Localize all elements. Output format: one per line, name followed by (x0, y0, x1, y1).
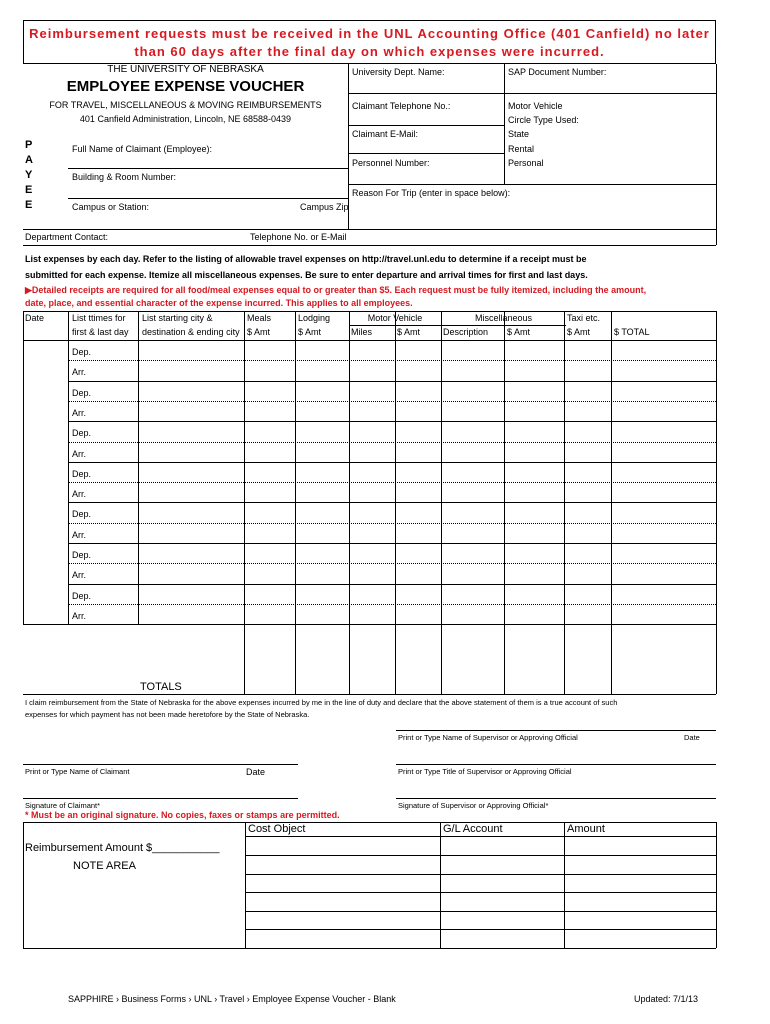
row-time-label: Dep. (72, 387, 92, 398)
col-city-header: List starting city & (142, 313, 213, 323)
city-input[interactable] (141, 424, 245, 440)
col-motor-header: Motor Vehicle (367, 313, 423, 323)
column-rule (244, 311, 245, 624)
notice-line-2: than 60 days after the final day on which expenses were incurred. (134, 44, 605, 59)
row-divider (68, 543, 716, 544)
vehicle-type-state[interactable]: State (508, 129, 530, 139)
sap-doc-label: SAP Document Number: (508, 67, 607, 77)
col-city-header-2: destination & ending city (142, 327, 240, 337)
supervisor-name-label: Print or Type Name of Supervisor or Approving Official (398, 733, 578, 742)
column-rule (611, 311, 612, 624)
divider (23, 822, 24, 948)
dept-contact-label: Department Contact: (25, 232, 109, 242)
city-input[interactable] (141, 607, 245, 623)
divider (716, 64, 717, 245)
city-input[interactable] (141, 384, 245, 400)
sap-doc-input[interactable] (508, 78, 716, 92)
amount-header: Amount (567, 823, 605, 835)
vehicle-type-rental[interactable]: Rental (508, 144, 535, 154)
certification-line-2: expenses for which payment has not been made heretofore by the State of Nebraska. (25, 710, 310, 719)
col-date-header: Date (25, 313, 45, 323)
row-time-label: Arr. (72, 529, 87, 540)
totals-label: TOTALS (140, 681, 182, 693)
table-bottom-rule (23, 624, 716, 625)
row-time-label: Dep. (72, 347, 92, 357)
divider (348, 184, 716, 185)
row-time-label: Arr. (72, 407, 87, 418)
column-rule (564, 311, 565, 624)
building-room-label: Building & Room Number: (72, 172, 177, 182)
claimant-signature-label: Signature of Claimant* (25, 801, 101, 810)
column-rule (295, 311, 296, 624)
divider (23, 245, 716, 246)
vehicle-type-personal[interactable]: Personal (508, 158, 544, 168)
divider (716, 822, 717, 948)
motor-vehicle-label: Motor Vehicle (508, 101, 563, 111)
col-meals-amt: $ Amt (247, 327, 271, 337)
footer-breadcrumb: SAPPHIRE › Business Forms › UNL › Travel › Employee Expense Voucher - Blank (68, 994, 396, 1004)
col-description-header: Description (443, 327, 489, 337)
instruction-line-2: submitted for each expense. Itemize all miscellaneous expenses. Be sure to enter departure and arrival times for first and last days. (25, 270, 588, 280)
column-rule (349, 311, 350, 624)
row-divider (68, 360, 716, 361)
row-time-label: Arr. (72, 448, 87, 459)
city-input[interactable] (141, 505, 245, 521)
divider (23, 694, 716, 695)
city-input[interactable] (141, 445, 245, 461)
row-divider (68, 381, 716, 382)
row-time-label: Arr. (72, 570, 87, 581)
campus-zip-label: Campus Zip (300, 202, 349, 212)
claimant-email-label: Claimant E-Mail: (352, 129, 419, 139)
dept-name-label: University Dept. Name: (352, 67, 445, 77)
arrow-icon: ▶ (25, 285, 32, 295)
divider (245, 874, 716, 875)
original-signature-note: * Must be an original signature. No copies, faxes or stamps are permitted. (25, 810, 340, 820)
reimbursement-amount: Reimbursement Amount $___________ (25, 842, 220, 854)
totals-column-rule (716, 624, 717, 694)
footer-updated: Updated: 7/1/13 (634, 994, 699, 1004)
row-divider (68, 502, 716, 503)
row-divider (68, 584, 716, 585)
divider (245, 911, 716, 912)
row-divider (68, 482, 716, 483)
supervisor-date-label: Date (684, 733, 700, 742)
row-time-label: Dep. (72, 550, 92, 560)
divider (23, 948, 716, 949)
city-input[interactable] (141, 587, 245, 603)
col-miles-header: Miles (351, 327, 373, 337)
divider (504, 64, 505, 184)
column-rule (504, 311, 505, 624)
row-time-label: Dep. (72, 468, 92, 479)
city-input[interactable] (141, 404, 245, 420)
signature-line (396, 730, 716, 731)
divider (348, 153, 504, 154)
col-misc-amt: $ Amt (507, 327, 531, 337)
note-area-label: NOTE AREA (73, 860, 136, 872)
building-room-input[interactable] (72, 184, 346, 197)
col-lodging-amt: $ Amt (298, 327, 322, 337)
totals-column-rule (244, 624, 245, 694)
row-time-label: Dep. (72, 428, 92, 439)
cost-object-header: Cost Object (248, 823, 306, 835)
claimant-phone-label: Claimant Telephone No.: (352, 101, 451, 111)
city-input[interactable] (141, 566, 245, 582)
claimant-date-label: Date (246, 767, 266, 777)
phone-email-label: Telephone No. or E-Mail (250, 232, 347, 242)
row-divider (68, 462, 716, 463)
full-name-input[interactable] (72, 156, 346, 169)
column-rule (68, 311, 69, 624)
divider (245, 929, 716, 930)
form-title: EMPLOYEE EXPENSE VOUCHER (66, 78, 305, 95)
supervisor-title-label: Print or Type Title of Supervisor or Approving Official (398, 767, 572, 776)
row-divider (68, 604, 716, 605)
totals-column-rule (395, 624, 396, 694)
city-input[interactable] (141, 363, 245, 379)
col-meals-header: Meals (247, 313, 272, 323)
divider (245, 855, 716, 856)
receipt-warning-line-1: ▶Detailed receipts are required for all food/meal expenses equal to or greater than $5. Each request must be fully itemized, including the amount, (25, 285, 647, 295)
totals-column-rule (441, 624, 442, 694)
divider (23, 822, 716, 823)
divider (23, 340, 716, 341)
totals-column-rule (504, 624, 505, 694)
row-time-label: Dep. (72, 509, 92, 520)
row-time-label: Dep. (72, 590, 92, 601)
column-rule (716, 311, 717, 624)
signature-line (23, 764, 298, 765)
row-divider (68, 442, 716, 443)
personnel-number-label: Personnel Number: (352, 158, 430, 168)
city-input[interactable] (141, 465, 245, 481)
totals-column-rule (564, 624, 565, 694)
instruction-line-1: List expenses by each day. Refer to the listing of allowable travel expenses on http://travel.unl.edu to determine if a receipt must be (25, 254, 587, 264)
notice-line-1: Reimbursement requests must be received in the UNL Accounting Office (401 Canfield) no later (29, 26, 710, 41)
signature-line (396, 798, 716, 799)
city-input[interactable] (141, 485, 245, 501)
totals-column-rule (349, 624, 350, 694)
circle-type-label: Circle Type Used: (508, 115, 579, 125)
row-divider (68, 523, 716, 524)
divider (23, 311, 716, 312)
supervisor-signature-label: Signature of Supervisor or Approving Official* (398, 801, 549, 810)
city-input[interactable] (141, 546, 245, 562)
divider (348, 93, 716, 94)
col-lodging-header: Lodging (298, 313, 331, 323)
column-rule (138, 311, 139, 624)
column-rule (441, 311, 442, 624)
signature-line (396, 764, 716, 765)
divider (68, 198, 348, 199)
reason-for-trip-input[interactable] (352, 200, 716, 226)
totals-column-rule (611, 624, 612, 694)
office-address: 401 Canfield Administration, Lincoln, NE 68588-0439 (79, 114, 292, 124)
form-subtitle: FOR TRAVEL, MISCELLANEOUS & MOVING REIMBURSEMENTS (49, 100, 322, 110)
column-rule (23, 311, 24, 624)
divider (245, 892, 716, 893)
dept-name-input[interactable] (352, 78, 504, 92)
divider (23, 229, 716, 230)
divider (348, 125, 504, 126)
reason-for-trip-label: Reason For Trip (enter in space below): (352, 188, 511, 198)
signature-line (23, 798, 298, 799)
col-total-header: $ TOTAL (614, 327, 650, 337)
row-time-label: Arr. (72, 610, 87, 621)
column-rule (395, 311, 396, 624)
claimant-name-label: Print or Type Name of Claimant (25, 767, 130, 776)
receipt-warning-line-2: date, place, and essential character of the expense incurred. This applies to all employees. (25, 298, 413, 308)
col-misc-header: Miscellaneous (474, 313, 533, 323)
row-divider (68, 421, 716, 422)
col-motor-amt: $ Amt (397, 327, 421, 337)
university-name: THE UNIVERSITY OF NEBRASKA (107, 64, 264, 75)
col-times-header: List ttimes for (72, 313, 126, 323)
row-time-label: Arr. (72, 489, 87, 500)
city-input[interactable] (141, 526, 245, 542)
gl-account-header: G/L Account (443, 823, 503, 835)
campus-station-label: Campus or Station: (72, 202, 150, 212)
row-time-label: Arr. (72, 367, 87, 378)
city-input[interactable] (141, 343, 245, 359)
full-name-label: Full Name of Claimant (Employee): (72, 144, 213, 154)
payee-vertical-label: P A Y E E (25, 139, 33, 211)
row-divider (68, 563, 716, 564)
divider (349, 325, 566, 326)
divider (245, 836, 716, 837)
col-times-header-2: first & last day (72, 327, 129, 337)
certification-line-1: I claim reimbursement from the State of Nebraska for the above expenses incurred by me in the line of duty and declare that the above statement of them is a true account of such (25, 698, 618, 707)
row-divider (68, 401, 716, 402)
totals-column-rule (295, 624, 296, 694)
col-taxi-amt: $ Amt (567, 327, 591, 337)
col-taxi-header: Taxi etc. (567, 313, 601, 323)
